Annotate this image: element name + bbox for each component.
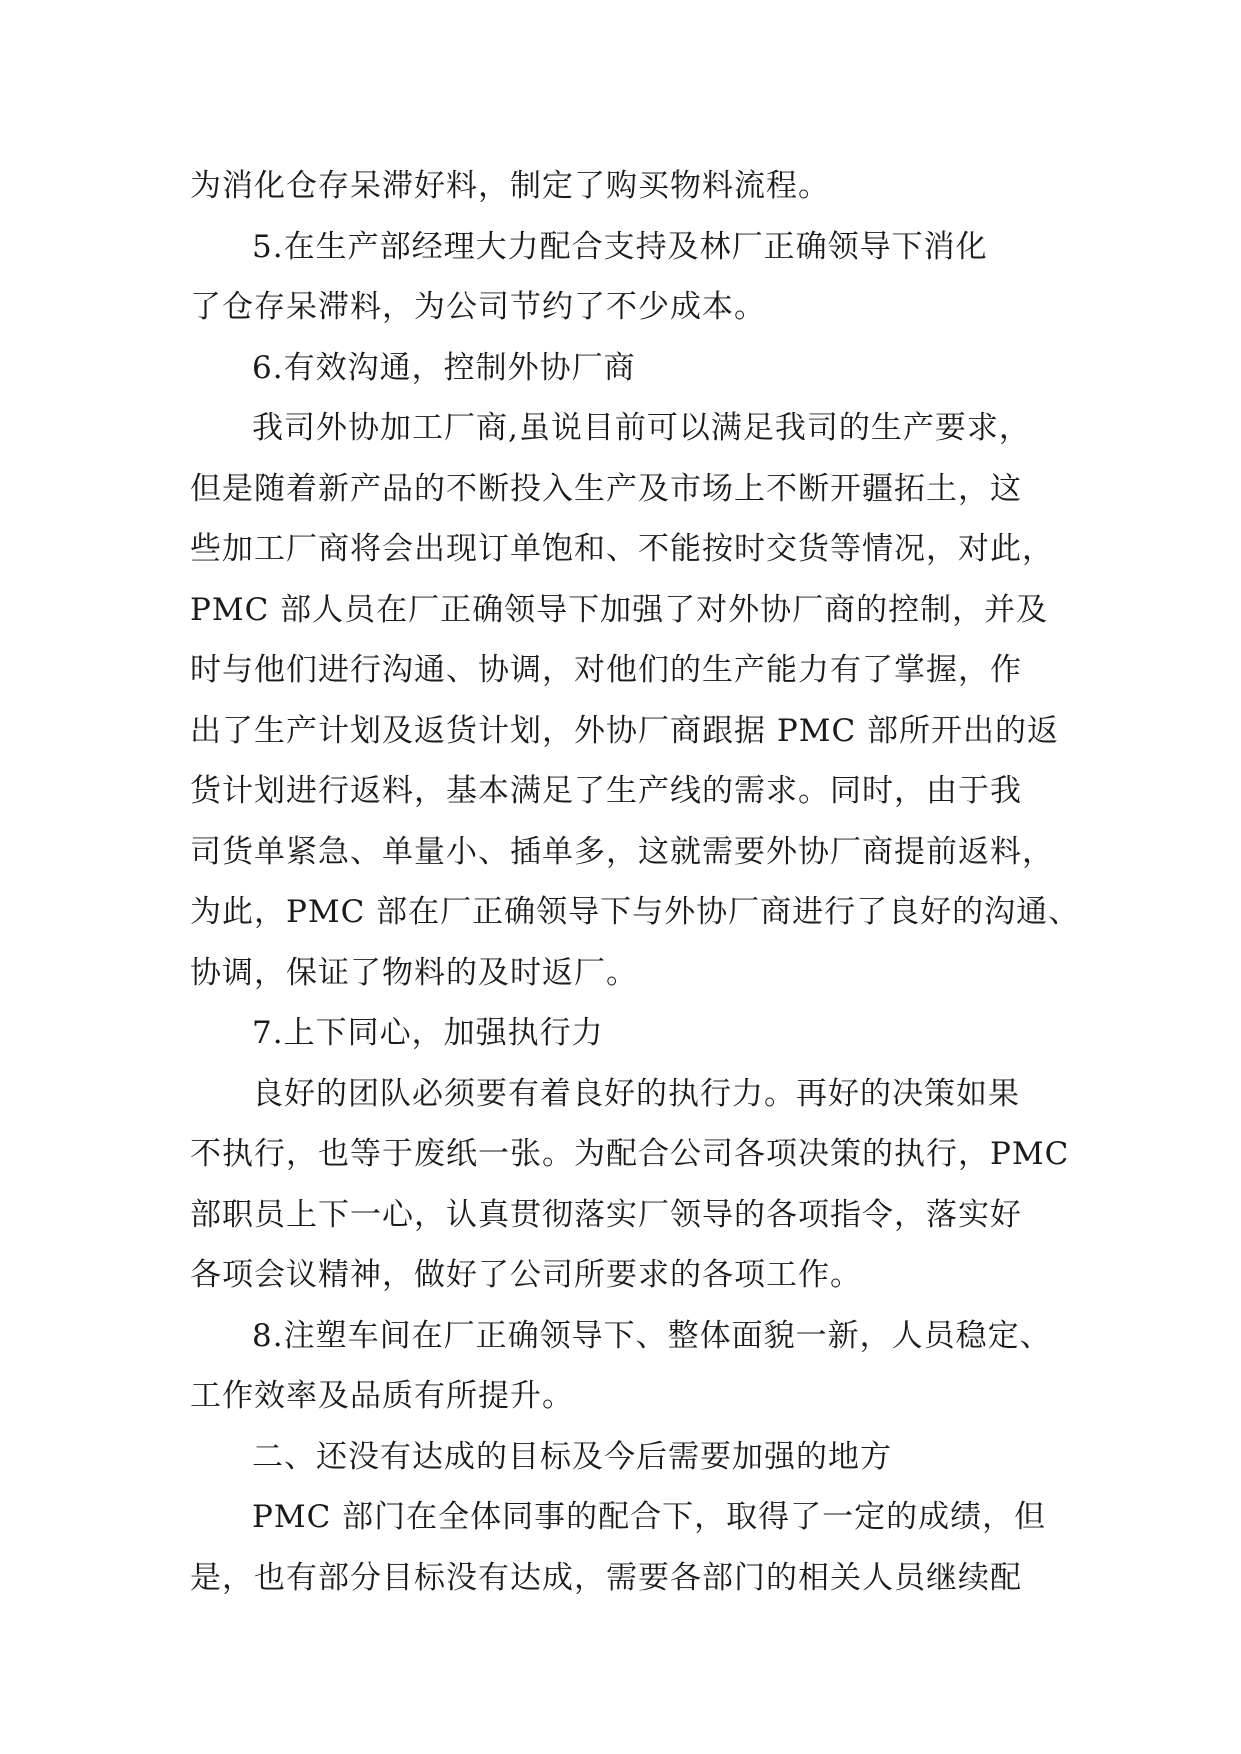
text-line-9: 时与他们进行沟通、协调，对他们的生产能力有了掌握，作 [190,652,1022,688]
text-line-5: 我司外协加工厂商,虽说目前可以满足我司的生产要求， [252,410,1031,446]
text-line-21: 工作效率及品质有所提升。 [190,1378,574,1414]
section-heading-7: 7.上下同心，加强执行力 [252,1015,604,1051]
text-line-2: 5.在生产部经理大力配合支持及林厂正确领导下消化 [252,228,988,265]
section-heading-8: 8.注塑车间在厂正确领导下、整体面貌一新，人员稳定、 [252,1317,1052,1354]
text-line-7: 些加工厂商将会出现订单饱和、不能按时交货等情况，对此， [190,531,1054,567]
text-line-18: 部职员上下一心，认真贯彻落实厂领导的各项指令，落实好 [190,1196,1022,1233]
text-line-14: 协调，保证了物料的及时返厂。 [190,954,638,991]
text-line-13: 为此，PMC 部在厂正确领导下与外协厂商进行了良好的沟通、 [190,894,1081,930]
text-line-17: 不执行，也等于废纸一张。为配合公司各项决策的执行，PMC [190,1136,1070,1172]
document-body [190,156,1081,1608]
text-line-6: 但是随着新产品的不断投入生产及市场上不断开疆拓土，这 [190,470,1022,507]
text-line-24: 是，也有部分目标没有达成，需要各部门的相关人员继续配 [190,1559,1022,1596]
text-line-19: 各项会议精神，做好了公司所要求的各项工作。 [190,1257,862,1293]
section-heading-6: 6.有效沟通，控制外协厂商 [252,349,636,386]
text-line-23: PMC 部门在全体同事的配合下，取得了一定的成绩，但 [252,1499,1047,1535]
text-line-8: PMC 部人员在厂正确领导下加强了对外协厂商的控制，并及 [190,591,1049,628]
text-line-3: 了仓存呆滞料，为公司节约了不少成本。 [190,289,766,325]
chapter-heading-2: 二、还没有达成的目标及今后需要加强的地方 [252,1438,892,1475]
text-line-10: 出了生产计划及返货计划，外协厂商跟据 PMC 部所开出的返 [190,712,1060,749]
text-line-16: 良好的团队必须要有着良好的执行力。再好的决策如果 [252,1075,1020,1112]
text-line-12: 司货单紧急、单量小、插单多，这就需要外协厂商提前返料， [190,833,1054,870]
text-line-11: 货计划进行返料，基本满足了生产线的需求。同时，由于我 [190,773,1022,809]
text-line-1: 为消化仓存呆滞好料，制定了购买物料流程。 [190,168,830,204]
